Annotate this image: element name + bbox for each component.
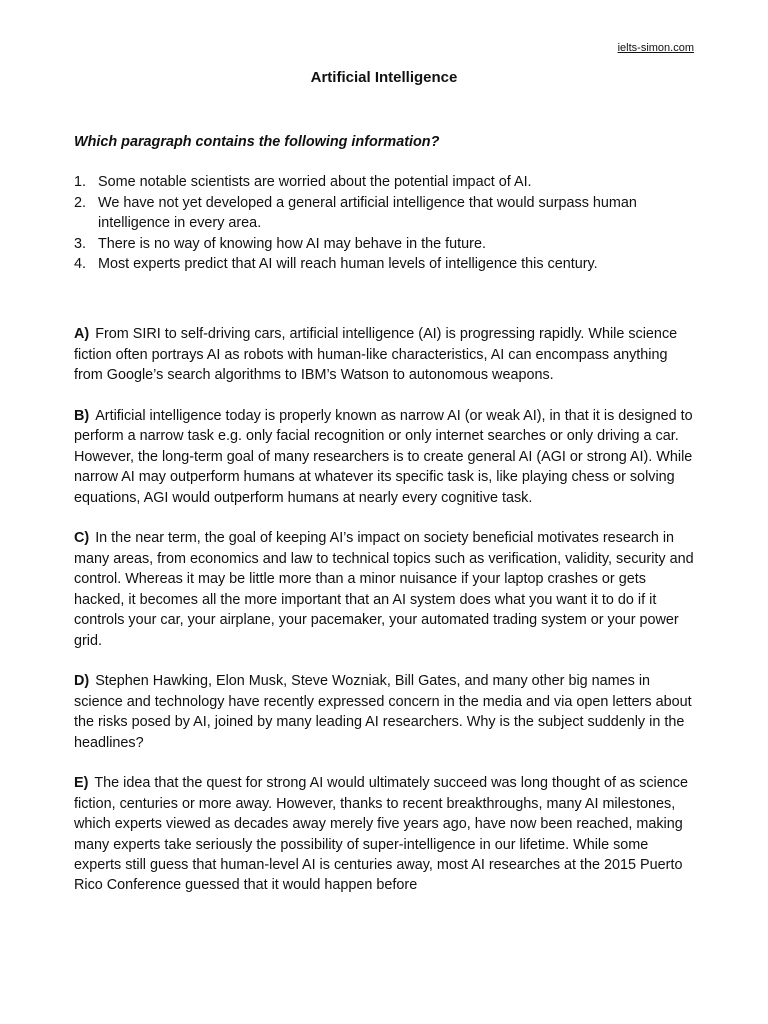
paragraph-letter: E) <box>74 775 89 792</box>
list-item <box>74 193 696 234</box>
question-heading: Which paragraph contains the following information? <box>74 134 440 150</box>
list-item <box>74 254 696 274</box>
list-item-number: 4. <box>74 256 87 273</box>
list-item-number: 3. <box>74 235 87 252</box>
paragraph-d <box>74 671 696 753</box>
paragraph-text: Stephen Hawking, Elon Musk, Steve Wozniak, Bill Gates, and many other big names in science and technology have recently expressed concern in the media and via open letters about the risks posed by AI, joined by many leading AI researchers. Why is the subject suddenly in the headlines? <box>74 673 692 751</box>
list-item-text: Some notable scientists are worried about the potential impact of AI. <box>98 174 532 191</box>
paragraph-c <box>74 528 696 650</box>
page-title: Artificial Intelligence <box>310 69 458 86</box>
list-item <box>74 234 696 254</box>
paragraph-text: The idea that the quest for strong AI would ultimately succeed was long thought of as science fiction, centuries or more away. However, thanks to recent breakthroughs, many AI milestones, which experts viewed as decades away merely five years ago, have now been reached, making many experts take seriously the possibility of super-intelligence in our lifetime. While some experts still guess that human-level AI is centuries away, most AI researches at the 2015 Puerto Rico Conference guessed that it would happen before <box>74 775 688 894</box>
list-item-text: We have not yet developed a general artificial intelligence that would surpass human intelligence in every area. <box>98 194 637 232</box>
source-link[interactable]: ielts-simon.com <box>617 42 694 54</box>
paragraph-b <box>74 406 696 508</box>
paragraph-letter: C) <box>74 530 90 547</box>
paragraph-a <box>74 324 696 385</box>
paragraph-letter: A) <box>74 326 90 343</box>
reading-passage <box>74 324 696 895</box>
paragraph-e <box>74 773 696 895</box>
list-item-text: Most experts predict that AI will reach human levels of intelligence this century. <box>98 256 598 273</box>
paragraph-letter: B) <box>74 408 90 425</box>
paragraph-text: From SIRI to self-driving cars, artificial intelligence (AI) is progressing rapidly. While science fiction often portrays AI as robots with human-like characteristics, AI can encompass anything from Google’s search algorithms to IBM’s Watson to autonomous weapons. <box>74 326 678 384</box>
paragraph-letter: D) <box>74 673 90 690</box>
paragraph-text: Artificial intelligence today is properly known as narrow AI (or weak AI), in that it is designed to perform a narrow task e.g. only facial recognition or only internet searches or only driving a car. However, the long-term goal of many researchers is to create general AI (AGI or strong AI). While narrow AI may outperform humans at whatever its specific task is, like playing chess or solving equations, AGI would outperform humans at nearly every cognitive task. <box>74 408 693 506</box>
paragraph-text: In the near term, the goal of keeping AI’s impact on society beneficial motivates research in many areas, from economics and law to technical topics such as verification, validity, security and control. Whereas it may be little more than a minor nuisance if your laptop crashes or gets hacked, it becomes all the more important that an AI system does what you want it to do if it controls your car, your airplane, your pacemaker, your automated trading system or your power grid. <box>74 530 694 649</box>
list-item-number: 2. <box>74 194 87 211</box>
question-list <box>74 172 696 274</box>
document-body <box>74 132 696 916</box>
list-item <box>74 172 696 192</box>
list-item-text: There is no way of knowing how AI may behave in the future. <box>98 235 486 252</box>
list-item-number: 1. <box>74 174 87 191</box>
